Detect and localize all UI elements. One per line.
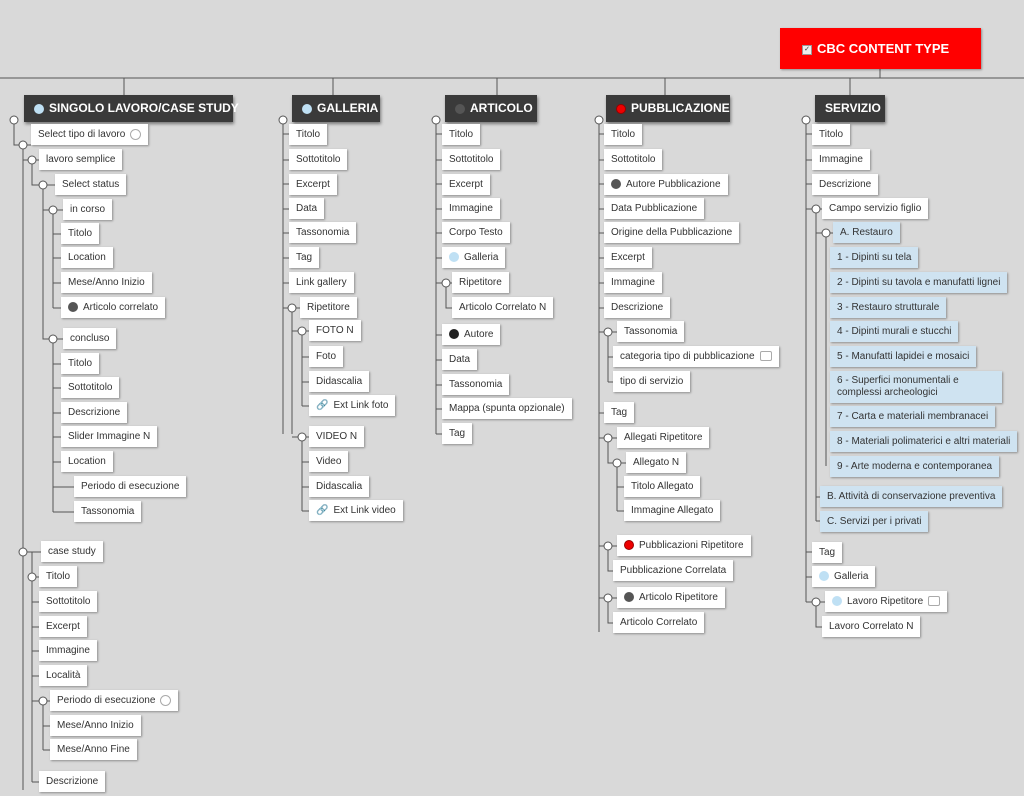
list-item[interactable]: 9 - Arte moderna e contemporanea [830,456,999,477]
list-item[interactable]: Descrizione [61,402,127,423]
node-label: Ext Link video [333,505,396,517]
list-item[interactable]: Immagine [442,198,500,219]
autore-pub-node[interactable] [604,174,728,195]
list-item[interactable]: Didascalia [309,476,369,497]
list-item[interactable]: C. Servizi per i privati [820,511,928,532]
header-label: PUBBLICAZIONE [631,101,730,115]
ext-link-video-node[interactable] [309,500,403,521]
categoria-node[interactable] [613,346,779,367]
list-item[interactable]: Titolo [442,124,480,145]
circle-icon [832,596,842,606]
list-item[interactable]: Immagine [604,272,662,293]
pub-ripetitore-node[interactable] [617,535,751,556]
root-label: CBC CONTENT TYPE [817,41,950,56]
list-item[interactable]: Titolo [61,353,99,374]
list-item[interactable]: Titolo Allegato [624,476,700,497]
list-item[interactable]: Mappa (spunta opzionale) [442,398,572,419]
node-label: Periodo di esecuzione [57,695,156,706]
list-item[interactable]: Tag [289,247,319,268]
node-label: categoria tipo di pubblicazione [620,351,755,362]
list-item[interactable]: Didascalia [309,371,369,392]
in-corso-node[interactable]: in corso [63,199,112,220]
circle-icon [449,329,459,339]
node-label: Pubblicazioni Ripetitore [639,540,744,551]
header-singolo[interactable] [24,95,239,122]
list-item[interactable]: Data [442,349,477,370]
header-label: SERVIZIO [825,101,881,115]
circle-icon [455,104,465,114]
list-item[interactable]: Video [309,451,348,472]
node-label: Galleria [834,571,869,582]
list-item[interactable]: Sottotitolo [289,149,347,170]
case-study-node[interactable]: case study [41,541,103,562]
node-label: Articolo correlato [83,302,159,313]
circle-icon [68,302,78,312]
list-item[interactable]: Tassonomia [74,501,141,522]
list-item[interactable]: Pubblicazione Correlata [613,560,733,581]
art-ripetitore-node[interactable] [617,587,725,608]
list-item[interactable]: Articolo Correlato N [452,297,553,318]
list-item[interactable]: 1 - Dipinti su tela [830,247,918,268]
circle-icon [34,104,44,114]
list-item[interactable]: Periodo di esecuzione [74,476,186,497]
header-servizio[interactable] [815,95,885,122]
list-item[interactable]: Articolo Correlato [613,612,704,633]
allegati-node[interactable]: Allegati Ripetitore [617,427,709,448]
red-circle-icon [624,540,634,550]
list-item[interactable]: Titolo [289,124,327,145]
list-item[interactable]: B. Attività di conservazione preventiva [820,486,1002,507]
list-item[interactable]: Immagine Allegato [624,500,720,521]
list-item[interactable]: Descrizione [39,771,105,792]
node-label: Galleria [464,252,499,263]
select-tipo-node[interactable] [31,124,148,145]
list-item[interactable]: Titolo [812,124,850,145]
restauro-node[interactable]: A. Restauro [833,222,900,243]
ripetitore-node[interactable]: Ripetitore [300,297,357,318]
list-item[interactable]: Origine della Pubblicazione [604,222,739,243]
select-status-node[interactable]: Select status [55,174,126,195]
header-label: GALLERIA [317,101,379,115]
circle-icon [611,179,621,189]
video-n-node[interactable]: VIDEO N [309,426,364,447]
tassonomia-node[interactable]: Tassonomia [617,321,684,342]
list-item[interactable]: Excerpt [39,616,87,637]
link-icon: 🔗 [316,400,329,411]
gallery-icon [302,104,312,114]
lavoro-ripetitore-node[interactable] [825,591,947,612]
list-item[interactable]: 6 - Superfici monumentali e complessi archeologici [830,371,1002,403]
note-icon [928,596,940,606]
list-item[interactable]: Titolo [61,223,99,244]
list-item[interactable]: Immagine [39,640,97,661]
galleria-node[interactable] [812,566,875,587]
ext-link-foto-node[interactable] [309,395,395,416]
list-item[interactable]: Data [289,198,324,219]
list-item[interactable]: Lavoro Correlato N [822,616,920,637]
list-item[interactable]: Descrizione [812,174,878,195]
articolo-correlato-node[interactable] [61,297,165,318]
list-item[interactable]: Tag [604,402,634,423]
periodo-node[interactable] [50,690,178,711]
header-galleria[interactable] [292,95,380,122]
clock-icon [160,695,171,706]
link-icon: 🔗 [316,505,329,516]
node-label: Autore [464,329,494,340]
node-label: Lavoro Ripetitore [847,596,924,607]
concluso-node[interactable]: concluso [63,328,116,349]
list-item[interactable]: Sottotitolo [61,377,119,398]
gallery-icon [449,252,459,262]
list-item[interactable]: Immagine [812,149,870,170]
list-item[interactable]: Mese/Anno Inizio [50,715,141,736]
list-item[interactable]: Location [61,451,113,472]
list-item[interactable]: tipo di servizio [613,371,690,392]
note-icon [760,351,772,361]
list-item[interactable]: Excerpt [604,247,652,268]
ripetitore-node[interactable]: Ripetitore [452,272,509,293]
list-item[interactable]: Tassonomia [442,374,509,395]
list-item[interactable]: Foto [309,346,343,367]
node-label: Select tipo di lavoro [38,129,126,140]
lavoro-semplice-node[interactable]: lavoro semplice [39,149,122,170]
list-item[interactable]: Tag [812,542,842,563]
root-node[interactable] [780,28,981,69]
foto-n-node[interactable]: FOTO N [309,320,361,341]
autore-node[interactable] [442,324,500,345]
node-label: Articolo Ripetitore [639,592,718,603]
galleria-node[interactable] [442,247,505,268]
list-item[interactable]: 8 - Materiali polimaterici e altri materiali [830,431,1017,452]
list-item[interactable]: Mese/Anno Inizio [61,272,152,293]
list-item[interactable]: Data Pubblicazione [604,198,704,219]
list-item[interactable]: Sottotitolo [604,149,662,170]
list-item[interactable]: Sottotitolo [442,149,500,170]
list-item[interactable]: Località [39,665,87,686]
red-circle-icon [616,104,626,114]
header-label: ARTICOLO [470,101,533,115]
list-item[interactable]: Descrizione [604,297,670,318]
list-item[interactable]: 2 - Dipinti su tavola e manufatti lignei [830,272,1007,293]
list-item[interactable]: Slider Immagine N [61,426,157,447]
header-pubblicazione[interactable] [606,95,730,122]
clock-icon [130,129,141,140]
allegato-n-node[interactable]: Allegato N [626,452,686,473]
list-item[interactable]: Location [61,247,113,268]
node-label: Ext Link foto [333,400,389,412]
list-item[interactable]: Excerpt [442,174,490,195]
list-item[interactable]: Titolo [604,124,642,145]
list-item[interactable]: Titolo [39,566,77,587]
list-item[interactable]: Link gallery [289,272,354,293]
list-item[interactable]: Corpo Testo [442,222,510,243]
header-label: SINGOLO LAVORO/CASE STUDY [49,101,239,115]
list-item[interactable]: Excerpt [289,174,337,195]
gallery-icon [819,571,829,581]
header-articolo[interactable] [445,95,537,122]
node-label: Autore Pubblicazione [626,179,721,190]
checkbox-icon: ✓ [802,45,812,55]
list-item[interactable]: 7 - Carta e materiali membranacei [830,406,995,427]
list-item[interactable]: Sottotitolo [39,591,97,612]
list-item[interactable]: 5 - Manufatti lapidei e mosaici [830,346,976,367]
list-item[interactable]: Tag [442,423,472,444]
list-item[interactable]: 3 - Restauro strutturale [830,297,946,318]
list-item[interactable]: Tassonomia [289,222,356,243]
list-item[interactable]: 4 - Dipinti murali e stucchi [830,321,958,342]
list-item[interactable]: Mese/Anno Fine [50,739,137,760]
campo-servizio-node[interactable]: Campo servizio figlio [822,198,928,219]
circle-icon [624,592,634,602]
